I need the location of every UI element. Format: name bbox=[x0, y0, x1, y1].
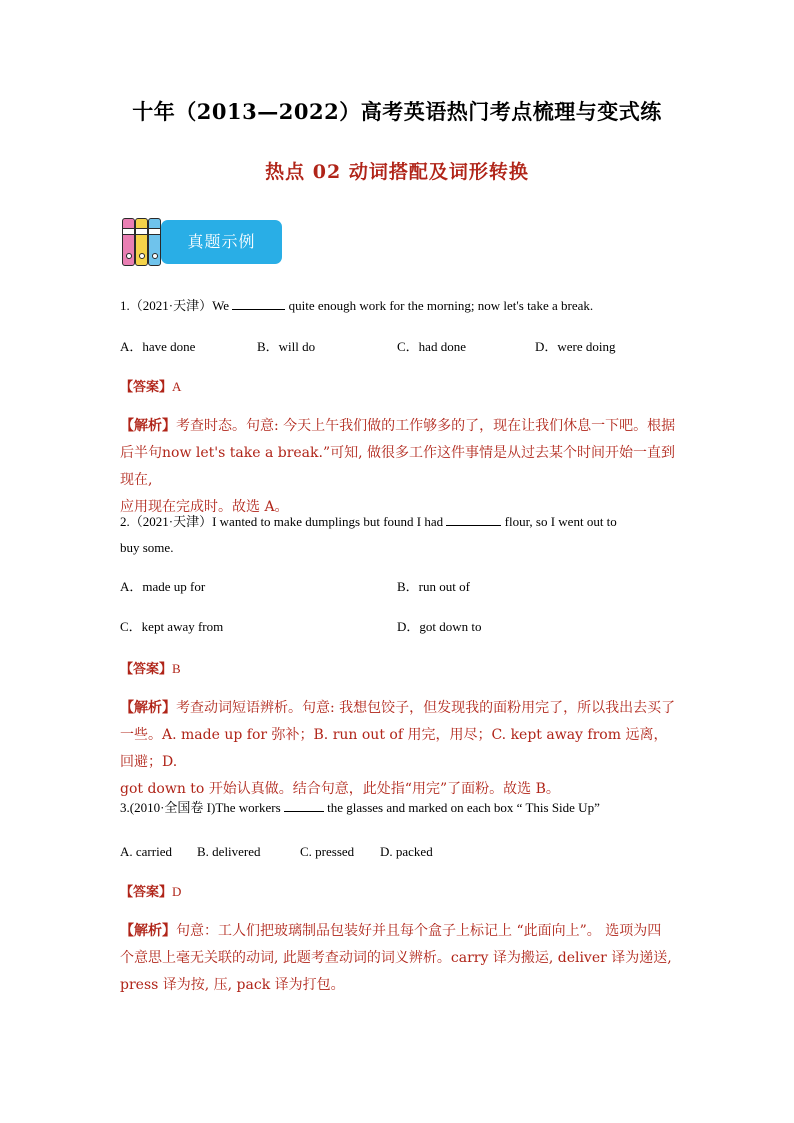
q2-option-c: C．kept away from bbox=[120, 619, 224, 634]
q2-option-a: A．made up for bbox=[120, 579, 206, 594]
q1-option-b: B．will do bbox=[257, 339, 316, 354]
q1-answer: 【答案】A bbox=[120, 379, 182, 395]
question-3-stem: 3.(2010·全国卷 I)The workers the glasses and marked on each box “ This Side Up” bbox=[120, 800, 600, 815]
q2-option-d: D．got down to bbox=[397, 619, 482, 634]
answer-blank bbox=[284, 798, 324, 812]
binders-icon bbox=[121, 218, 163, 266]
document-subtitle: 热点 02 动词搭配及词形转换 bbox=[265, 161, 529, 183]
q3-option-c: C. pressed bbox=[300, 844, 355, 859]
document-title: 十年（2013—2022）高考英语热门考点梳理与变式练 bbox=[132, 99, 662, 124]
q1-option-c: C．had done bbox=[397, 339, 466, 354]
question-2-stem-cont: buy some. bbox=[120, 540, 174, 555]
answer-blank bbox=[446, 512, 501, 526]
question-2-stem: 2.（2021·天津）I wanted to make dumplings but found I had flour, so I went out to bbox=[120, 514, 617, 529]
q3-answer: 【答案】D bbox=[120, 884, 182, 900]
q1-option-a: A．have done bbox=[120, 339, 196, 354]
question-1-stem: 1.（2021·天津）We quite enough work for the morning; now let's take a break. bbox=[120, 298, 594, 313]
q2-explanation: 【解析】考查动词短语辨析。句意: 我想包饺子，但发现我的面粉用完了，所以我出去买了 一些。A. made up for 弥补；B. run out of 用完，用尽；C. kept away from 远离，回避；D. got down to 开始认真做。结合句意，此处指“用完”了面粉。故选 B。 bbox=[120, 700, 676, 797]
q3-explanation: 【解析】句意：工人们把玻璃制品包装好并且每个盒子上标记上 “此面向上”。 选项为四 个意思上毫无关联的动词, 此题考查动词的词义辨析。carry 译为搬运, deliver 译为递送, press 译为按, 压, pack 译为打包。 bbox=[120, 923, 672, 993]
q2-option-b: B．run out of bbox=[397, 579, 470, 594]
section-label: 真题示例 bbox=[161, 220, 282, 264]
q2-answer: 【答案】B bbox=[120, 661, 181, 677]
answer-blank bbox=[232, 296, 285, 310]
q3-option-a: A. carried bbox=[120, 844, 172, 859]
q1-explanation: 【解析】考查时态。句意: 今天上午我们做的工作够多的了，现在让我们休息一下吧。根据 后半句now let's take a break.”可知, 做很多工作这件事情是从过去某个时间开始一直到现在, 应用现在完成时。故选 A。 bbox=[120, 418, 676, 515]
q3-option-b: B. delivered bbox=[197, 844, 261, 859]
section-badge bbox=[121, 218, 283, 266]
q3-option-d: D. packed bbox=[380, 844, 433, 859]
q1-option-d: D．were doing bbox=[535, 339, 616, 354]
